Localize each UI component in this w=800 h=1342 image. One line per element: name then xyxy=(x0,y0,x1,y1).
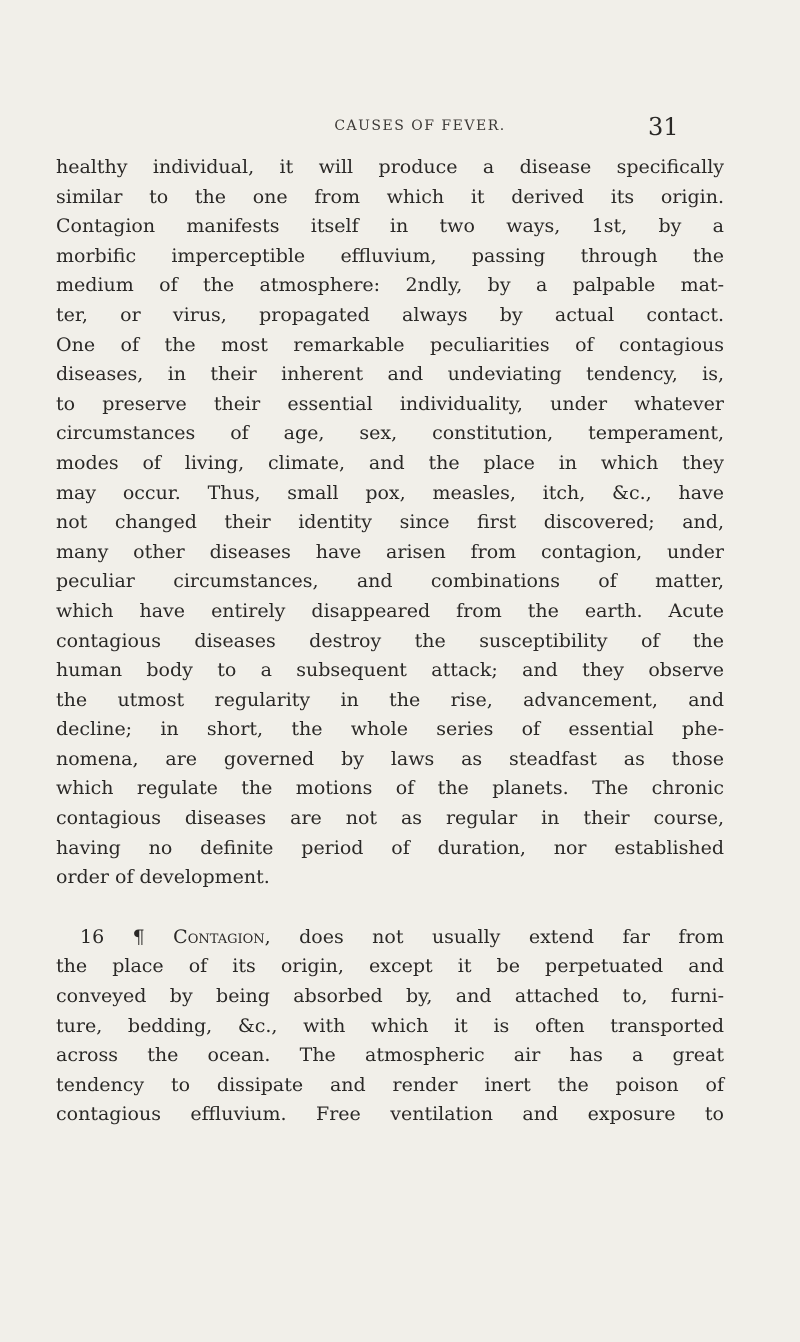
text-line: One of the most remarkable peculiarities of contagious xyxy=(56,333,724,356)
section-first-line-text: does not usually extend far from xyxy=(299,925,724,948)
text-line: which regulate the motions of the planets. The chronic xyxy=(56,777,724,800)
running-head: CAUSES OF FEVER. xyxy=(334,118,506,134)
text-line: peculiar circumstances, and combinations of matter, xyxy=(56,570,724,593)
text-line: conveyed by being absorbed by, and attached to, furni- xyxy=(56,985,724,1008)
text-line: modes of living, climate, and the place in which they xyxy=(56,451,724,474)
text-line: across the ocean. The atmospheric air has a great xyxy=(56,1044,724,1067)
text-line: healthy individual, it will produce a disease specifically xyxy=(56,156,724,178)
text-line: contagious effluvium. Free ventilation and exposure to xyxy=(56,1103,724,1126)
text-line: order of development. xyxy=(56,866,270,889)
text-line: the place of its origin, except it be perpetuated and xyxy=(56,955,724,978)
text-line: to preserve their essential individuality, under whatever xyxy=(56,392,724,415)
paragraph-2 xyxy=(56,923,724,1130)
text-line: similar to the one from which it derived its origin. xyxy=(56,185,724,208)
text-line: ture, bedding, &c., with which it is often transported xyxy=(56,1014,724,1037)
text-line: diseases, in their inherent and undeviating tendency, is, xyxy=(56,363,724,386)
text-line: Contagion manifests itself in two ways, 1st, by a xyxy=(56,215,724,238)
body-text xyxy=(56,153,724,1130)
text-line: contagious diseases are not as regular in their course, xyxy=(56,807,724,830)
text-line: circumstances of age, sex, constitution, temperament, xyxy=(56,422,724,445)
text-line: contagious diseases destroy the susceptibility of the xyxy=(56,629,724,652)
text-line: nomena, are governed by laws as steadfast as those xyxy=(56,747,724,770)
paragraph-gap xyxy=(56,893,724,923)
text-line: medium of the atmosphere: 2ndly, by a palpable mat- xyxy=(56,274,724,297)
section-first-line xyxy=(56,923,724,953)
text-line: not changed their identity since first discovered; and, xyxy=(56,511,724,534)
text-line: morbific imperceptible effluvium, passing through the xyxy=(56,244,724,267)
text-line: which have entirely disappeared from the earth. Acute xyxy=(56,599,724,622)
paragraph-1 xyxy=(56,153,724,893)
text-line: having no definite period of duration, nor established xyxy=(56,836,724,859)
text-line: the utmost regularity in the rise, advancement, and xyxy=(56,688,724,711)
text-line: ter, or virus, propagated always by actual contact. xyxy=(56,303,724,326)
text-line: many other diseases have arisen from contagion, under xyxy=(56,540,724,563)
text-line: human body to a subsequent attack; and they observe xyxy=(56,659,724,682)
page-number: 31 xyxy=(648,113,679,141)
page-header xyxy=(0,110,800,150)
section-heading: Contagion, xyxy=(173,925,271,948)
text-line: decline; in short, the whole series of essential phe- xyxy=(56,718,724,741)
text-line: tendency to dissipate and render inert the poison of xyxy=(56,1073,724,1096)
section-mark: 16 ¶ xyxy=(80,925,145,948)
text-line: may occur. Thus, small pox, measles, itch, &c., have xyxy=(56,481,724,504)
